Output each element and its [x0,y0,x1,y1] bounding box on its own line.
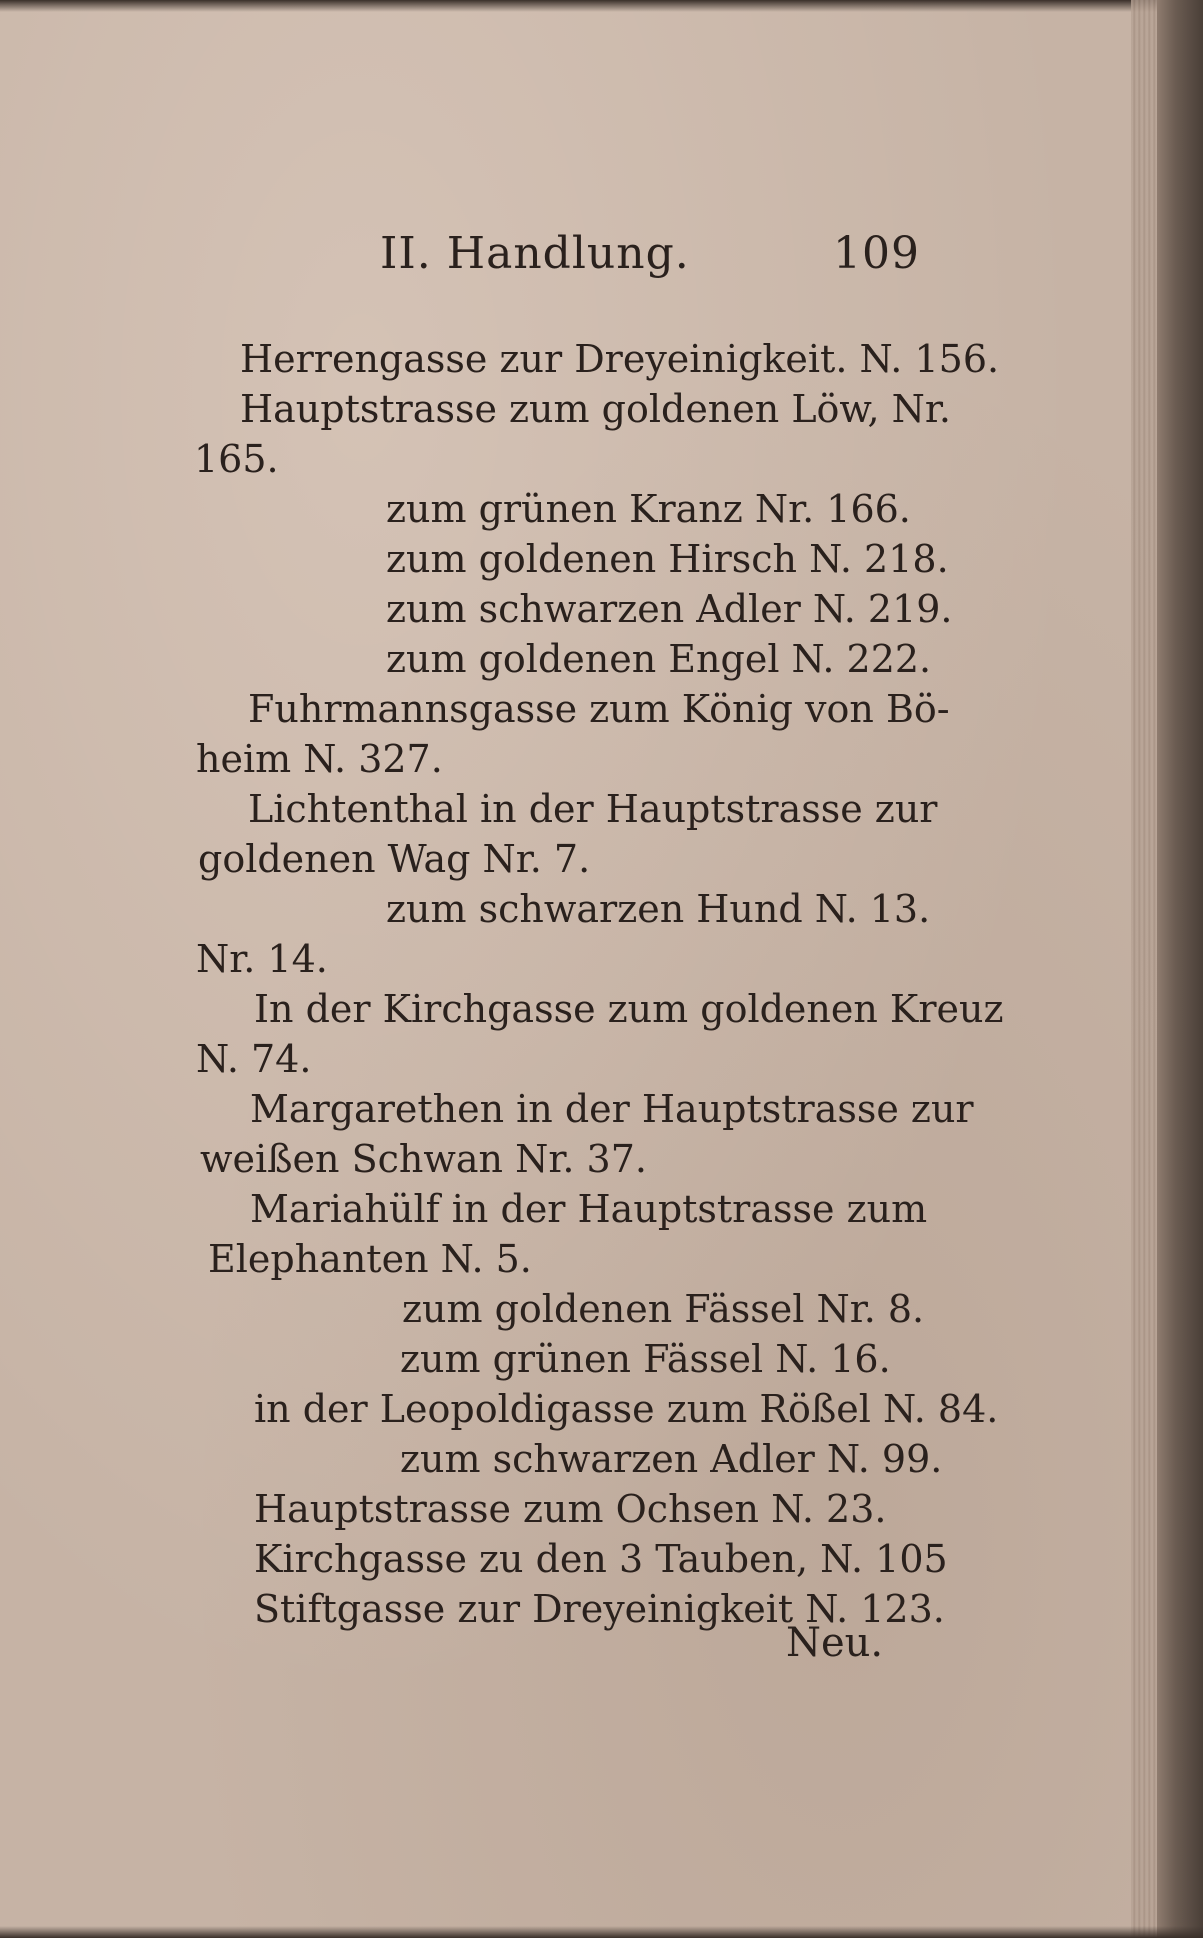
page-top-shadow [0,0,1203,12]
page-number: 109 [833,228,920,279]
text-line: Herrengasse zur Dreyeinigkeit. N. 156. [240,337,1000,381]
text-line: zum goldenen Hirsch N. 218. [386,537,949,581]
text-line: Hauptstrasse zum Ochsen N. 23. [254,1487,887,1531]
text-line: In der Kirchgasse zum goldenen Kreuz [254,987,1004,1031]
page-edges [1131,0,1157,1938]
text-line: weißen Schwan Nr. 37. [200,1137,647,1181]
running-head [380,228,920,298]
text-line: Nr. 14. [196,937,328,981]
catchword: Neu. [786,1620,884,1666]
text-line: Mariahülf in der Hauptstrasse zum [250,1187,928,1231]
text-line: Hauptstrasse zum goldenen Löw, Nr. [240,387,951,431]
text-line: Kirchgasse zu den 3 Tauben, N. 105 [254,1537,948,1581]
text-line: Lichtenthal in der Hauptstrasse zur [248,787,938,831]
text-line: zum schwarzen Adler N. 99. [400,1437,943,1481]
text-line: zum goldenen Fässel Nr. 8. [402,1287,925,1331]
text-line: Stiftgasse zur Dreyeinigkeit N. 123. [254,1587,945,1631]
text-line: zum schwarzen Adler N. 219. [386,587,953,631]
text-line: zum goldenen Engel N. 222. [386,637,932,681]
text-line: heim N. 327. [196,737,443,781]
text-line: 165. [194,437,279,481]
page-bottom-shadow [0,1926,1203,1938]
running-head-title: II. Handlung. [380,228,690,279]
book-cover-edge [1157,0,1203,1938]
text-line: Fuhrmannsgasse zum König von Bö- [248,687,950,731]
text-line: Elephanten N. 5. [208,1237,532,1281]
text-line: zum schwarzen Hund N. 13. [386,887,931,931]
text-line: Margarethen in der Hauptstrasse zur [250,1087,974,1131]
text-line: zum grünen Fässel N. 16. [400,1337,891,1381]
text-line: zum grünen Kranz Nr. 166. [386,487,911,531]
text-line: goldenen Wag Nr. 7. [198,837,591,881]
text-line: in der Leopoldigasse zum Rößel N. 84. [254,1387,999,1431]
text-line: N. 74. [196,1037,312,1081]
